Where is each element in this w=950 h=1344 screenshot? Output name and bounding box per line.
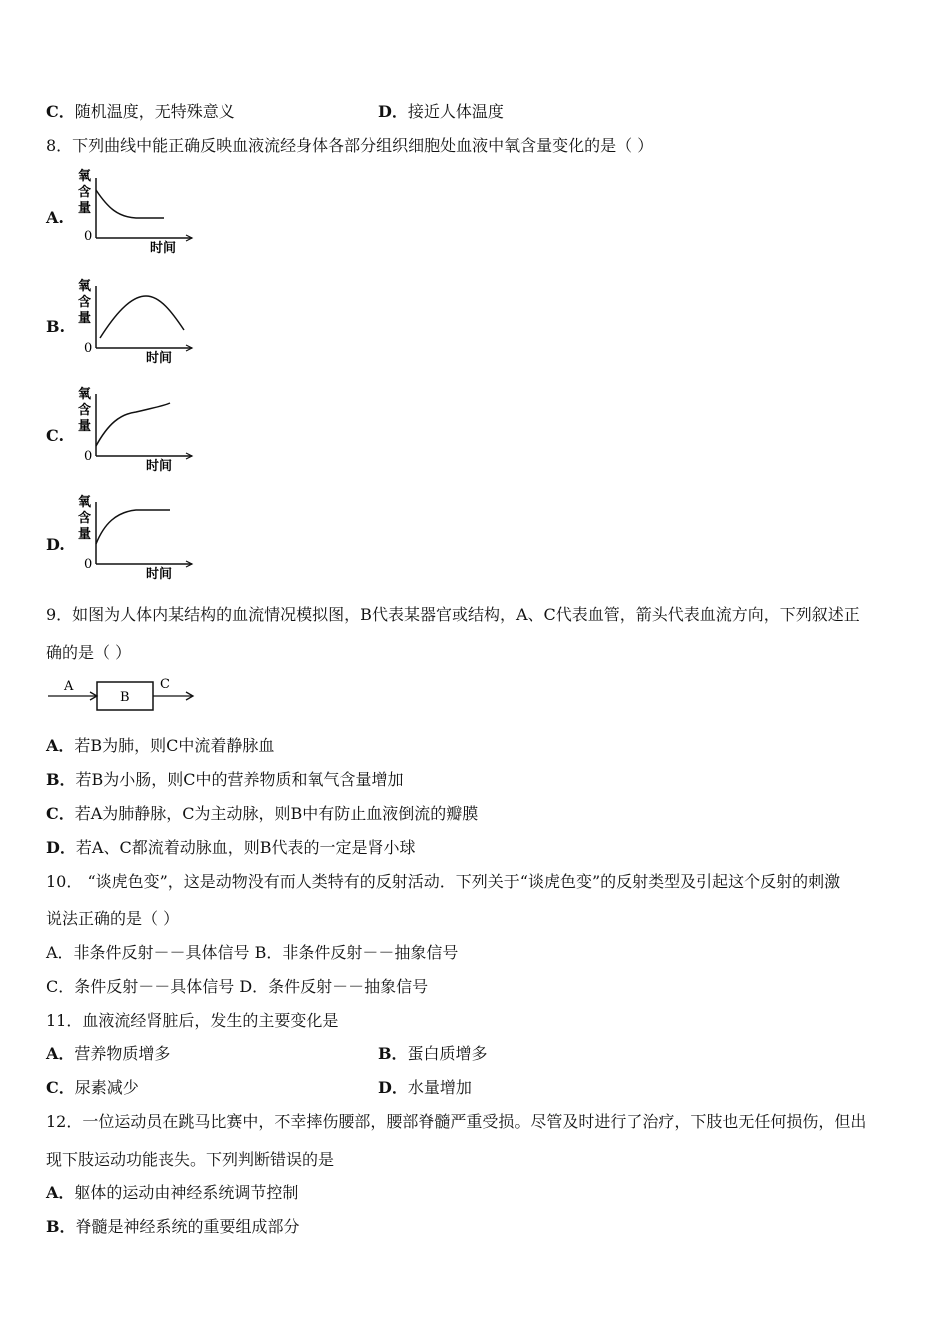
q10-options-line2: C．条件反射－－具体信号 D．条件反射－－抽象信号 <box>46 977 429 996</box>
q9-option-b-text: 若B为小肠，则C中的营养物质和氧气含量增加 <box>75 770 404 789</box>
x-label: 时间 <box>146 567 173 582</box>
q11-option-a-text: 营养物质增多 <box>74 1044 171 1063</box>
q7-option-d-label: D． <box>378 102 408 121</box>
y-label-1: 氧 <box>78 169 92 184</box>
q8-graph-a <box>74 166 204 258</box>
q9-option-d-label: D． <box>46 838 76 857</box>
y-label-1: 氧 <box>78 495 92 510</box>
q11-stem: 11．血液流经肾脏后，发生的主要变化是 <box>46 1011 339 1030</box>
q11-option-a-label: A． <box>46 1044 75 1063</box>
q12-option-a-text: 躯体的运动由神经系统调节控制 <box>74 1183 299 1202</box>
x-label: 时间 <box>150 241 177 256</box>
y-label-2: 含 <box>78 511 92 526</box>
y-label-3: 量 <box>78 419 92 434</box>
origin-label: 0 <box>84 341 93 356</box>
q11-option-c <box>46 1078 139 1098</box>
q12-option-a <box>46 1183 298 1203</box>
y-label-2: 含 <box>78 295 92 310</box>
q8-stem: 8．下列曲线中能正确反映血液流经身体各部分组织细胞处血液中氧含量变化的是（ ） <box>46 136 654 155</box>
q9-option-c-label: C． <box>46 804 75 823</box>
q10-stem-line1: 10． “谈虎色变”，这是动物没有而人类特有的反射活动．下列关于“谈虎色变”的反射类型及引起这个反射的刺激 <box>46 872 841 891</box>
q12-option-b-text: 脊髓是神经系统的重要组成部分 <box>75 1217 300 1236</box>
q9-option-d-text: 若A、C都流着动脉血，则B代表的一定是肾小球 <box>75 838 416 857</box>
q10-options-line1: A．非条件反射－－具体信号 B．非条件反射－－抽象信号 <box>46 943 459 962</box>
y-label-2: 含 <box>78 185 92 200</box>
q9-stem-line1: 9．如图为人体内某结构的血流情况模拟图，B代表某器官或结构，A、C代表血管，箭头代表血流方向，下列叙述正 <box>46 605 860 624</box>
curve-rise-fall <box>100 296 184 338</box>
y-label-1: 氧 <box>78 387 92 402</box>
q7-option-c-label: C． <box>46 102 75 121</box>
q11-option-a <box>46 1044 170 1064</box>
origin-label: 0 <box>84 449 93 464</box>
y-label-1: 氧 <box>78 279 92 294</box>
y-label-2: 含 <box>78 403 92 418</box>
q10-stem-line2: 说法正确的是（ ） <box>46 909 180 928</box>
q8-graph-c <box>74 384 204 476</box>
organ-b-label: B <box>120 690 130 705</box>
q9-blood-flow-diagram <box>46 674 206 714</box>
q7-option-c <box>46 102 235 122</box>
q11-option-d-label: D． <box>378 1078 408 1097</box>
origin-label: 0 <box>84 557 93 572</box>
q11-option-b-label: B． <box>378 1044 408 1063</box>
q8-graph-d <box>74 492 204 584</box>
q11-option-d <box>378 1078 472 1098</box>
q9-option-c <box>46 804 478 824</box>
curve-decreasing <box>96 190 164 218</box>
q12-option-a-label: A． <box>46 1183 75 1202</box>
q8-option-a-label: A. <box>46 208 64 227</box>
origin-label: 0 <box>84 229 93 244</box>
q11-option-d-text: 水量增加 <box>407 1078 472 1097</box>
q8-option-b-label: B. <box>46 317 66 336</box>
q9-option-a <box>46 736 274 756</box>
y-label-3: 量 <box>78 201 92 216</box>
curve-increasing <box>96 403 170 446</box>
q7-option-d-text: 接近人体温度 <box>407 102 504 121</box>
q8-graph-b <box>74 276 204 368</box>
q9-stem-line2: 确的是（ ） <box>46 643 132 662</box>
q7-option-c-text: 随机温度，无特殊意义 <box>74 102 235 121</box>
q8-option-c-label: C. <box>46 426 65 445</box>
q12-option-b-label: B． <box>46 1217 76 1236</box>
y-label-3: 量 <box>78 527 92 542</box>
q9-option-d <box>46 838 415 858</box>
q9-option-b <box>46 770 404 790</box>
x-label: 时间 <box>146 351 173 366</box>
q8-option-d-label: D. <box>46 535 65 554</box>
q11-option-b-text: 蛋白质增多 <box>407 1044 488 1063</box>
q11-option-b <box>378 1044 488 1064</box>
q12-stem-line2: 现下肢运动功能丧失。下列判断错误的是 <box>46 1150 335 1169</box>
q11-option-c-label: C． <box>46 1078 75 1097</box>
x-label: 时间 <box>146 459 173 474</box>
vessel-a-label: A <box>64 679 74 694</box>
curve-plateau <box>96 510 170 544</box>
q12-option-b <box>46 1217 300 1237</box>
q9-option-a-text: 若B为肺，则C中流着静脉血 <box>74 736 275 755</box>
q11-option-c-text: 尿素减少 <box>74 1078 139 1097</box>
q7-option-d <box>378 102 504 122</box>
y-label-3: 量 <box>78 311 92 326</box>
q9-option-c-text: 若A为肺静脉，C为主动脉，则B中有防止血液倒流的瓣膜 <box>74 804 479 823</box>
q9-option-b-label: B． <box>46 770 76 789</box>
vessel-c-label: C <box>160 677 170 692</box>
q9-option-a-label: A． <box>46 736 75 755</box>
q12-stem-line1: 12．一位运动员在跳马比赛中，不幸摔伤腰部，腰部脊髓严重受损。尽管及时进行了治疗，下肢也无任何损伤，但出 <box>46 1112 867 1131</box>
